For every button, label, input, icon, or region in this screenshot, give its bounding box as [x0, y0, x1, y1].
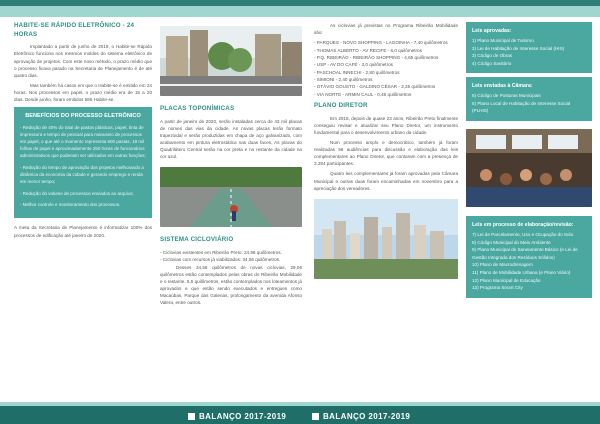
- benefit-item: - Melhor controle e monitoramento dos processos.: [20, 202, 121, 208]
- laws-elaboration-box: [466, 216, 592, 298]
- laws-approved-box: [466, 22, 592, 73]
- footer-label-left: [188, 412, 286, 421]
- paragraph: As ciclovias já previstas no Programa Ribeirão Mobilidade são:: [314, 23, 458, 36]
- list-item: 9) Plano Municipal de Saneamento Básico (e Lei de Gestão Integrada dos Resíduos Sólidos): [472, 247, 578, 260]
- laws-approved-list: [472, 37, 586, 67]
- list-item: - OTÁVIO GOUSTO - GALDINO CÉSAR - 2,35 quilômetros: [314, 84, 436, 90]
- list-item: 12) Plano Municipal de Educação: [472, 277, 541, 283]
- laws-sent-box: [466, 77, 592, 121]
- list-item: 6) Plano Local de Habitação de Interesse Social (PLHIS): [472, 100, 571, 114]
- list-item: - PASCHOAL INNECHI - 2,80 quilômetros: [314, 69, 400, 75]
- list-item: 8) Código Municipal do Meio Ambiente: [472, 239, 551, 245]
- footer-text: BALANÇO 2017-2019: [323, 412, 411, 421]
- footer-label-right: [312, 412, 410, 421]
- paragraph: Quatro leis complementares já foram aprovadas pela Câmara Municipal e outras duas foram encaminhadas em novembro para a apreciação dos vereadores.: [314, 171, 458, 191]
- section-title-cicloviario: SISTEMA CICLOVIÁRIO: [160, 236, 234, 244]
- photo-bike-path: [160, 167, 302, 227]
- column-leis: [466, 22, 592, 302]
- column-plano-diretor: [314, 22, 458, 288]
- footer-text: BALANÇO 2017-2019: [199, 412, 287, 421]
- list-item: - VIA NORTE - ARMIN CAUL - 0,46 quilômetros: [314, 91, 412, 97]
- list-item: - Ciclovias com recursos já viabilizados: 34,56 quilômetros.: [160, 257, 281, 263]
- photo-street-buildings: [160, 26, 302, 96]
- footer-band: [0, 406, 600, 424]
- list-item: 11) Plano de Mobilidade Urbana (e Plano Viário): [472, 269, 571, 275]
- paragraph: Desses 34,56 quilômetros de novas ciclovias, 29,06 quilômetros estão contemplados pelas obras do Ribeirão Mobilidade e o restante, 5,5 quilômetros, estão contemplados nos loteamentos já aprovados e que estão sendo executados e entregues como Macaúbas, Parque das Galerias, prolongamento da avenida Afonso Valera, entre outros.: [160, 264, 302, 306]
- list-item: 7) Lei de Parcelamento, Uso e Ocupação do Solo: [472, 232, 574, 238]
- bike-list: [160, 249, 302, 264]
- list-item: - PARQUES - NOVO SHOPPING - LAGOINHA - 7,40 quilômetros: [314, 40, 448, 46]
- list-item: - SIMIONI - 2,40 quilômetros: [314, 76, 373, 82]
- list-item: 4) Código Sanitário: [472, 60, 512, 66]
- list-item: - Ciclovias existentes em Ribeirão Preto: 24,98 quilômetros.: [160, 250, 282, 255]
- list-item: 1) Plano Municipal de Turismo: [472, 38, 534, 43]
- column-habite-se: [14, 22, 152, 242]
- photo-public-meeting: [466, 129, 592, 207]
- benefit-item: - Redução do tempo de aprovação dos projetos melhorando a dinâmica da economia da cidade e gerando emprego e renda em menor tempo;: [20, 164, 144, 184]
- square-icon: [312, 413, 319, 420]
- laws-sent-list: [472, 92, 586, 115]
- laws-elaboration-title: Leis em processo de elaboração/revisão:: [472, 222, 574, 229]
- list-item: 10) Plano de Macrodrenagem: [472, 262, 533, 268]
- laws-elaboration-list: [472, 231, 586, 292]
- list-item: 3) Código de Obras: [472, 53, 513, 59]
- list-item: 5) Código de Posturas Municipais: [472, 93, 541, 99]
- paragraph: Implantado a partir de junho de 2019, o Habite-se Rápido Eletrônico funciona nos mesmos moldes do sistema eletrônico de aprovação de projetos. Com este novo método, o prazo médio que o processo ficava parado na Secretaria de Planejamento é de até quatro dias.: [14, 44, 152, 78]
- benefit-item: - Redução do volume de processos enviados ao arquivo;: [20, 190, 134, 196]
- paragraph: Em 2018, depois de quase 23 anos, Ribeirão Preto finalmente conseguiu revisar e atualizar seu Plano Diretor, um instrumento fundamental para o desenvolvimento urbano da cidade.: [314, 115, 458, 135]
- laws-sent-title: Leis enviadas à Câmara:: [472, 83, 533, 90]
- list-item: - P.Q. RIBEIRÃO - RIBEIRÃO SHOPPING - 4,65 quilômetros: [314, 54, 439, 60]
- list-item: 2) Lei de Habitação de Interesse Social (HIS): [472, 45, 565, 51]
- list-item: - THOMAS ALBERTO - AV RECIFE - 6,0 quilômetros: [314, 47, 422, 53]
- list-item: 13) Programa Smart City: [472, 285, 523, 291]
- list-item: - USP - AV DO CAFÉ - 3,0 quilômetros: [314, 62, 393, 68]
- top-band-dark: [0, 0, 600, 6]
- section-title-habite-se: HABITE-SE RÁPIDO ELETRÔNICO - 24 HORAS: [14, 22, 135, 38]
- section-title-placas: PLACAS TOPONÍMICAS: [160, 105, 235, 112]
- benefit-item: - Redução de 40% do total de pastas plásticas, papel, tinta de impressora e tempo de pessoal para manuseio de processos em papel, o que até o momento representa 600 pastas, 18 mil folhas de papel e aproximadamente 250 horas de funcionários administrativos que poderiam ser utilizados em outras funções;: [20, 124, 146, 158]
- paragraph: A partir de janeiro de 2020, serão instaladas cerca de 43 mil placas de nomes das vias da cidade. As novas placas terão formato trapezoidal e serão produzidas em chapa de aço galvanizado, com acabamento em pintura eletrostática nas duas faces. As placas do Quadrilátero Central serão na cor preta e no restante da cidade na cor azul.: [160, 118, 302, 160]
- benefits-title: BENEFÍCIOS DO PROCESSO ELETRÔNICO: [25, 113, 141, 120]
- ciclovias-list: [314, 39, 458, 98]
- laws-approved-title: Leis aprovadas:: [472, 28, 512, 34]
- paragraph: A meta da Secretaria de Planejamento é informatizar 100% dos processos de edificação até janeiro de 2020.: [14, 225, 152, 238]
- column-placas: [160, 22, 302, 309]
- benefits-box: [14, 107, 152, 218]
- square-icon: [188, 413, 195, 420]
- paragraph: Mas também há casos em que o Habite-se é emitido em 24 horas. Nos processos em papel, o prazo médio era de 15 a 20 dias. Desde junho, foram emitidos 585 Habite-se.: [14, 82, 152, 103]
- photo-city-skyline: [314, 199, 458, 279]
- paragraph: Num processo amplo e democrático, também já foram realizadas 96 audiências para discussão e elaboração das leis complementares ao Plano Diretor, que contaram com a presença de 3.284 participantes.: [314, 139, 458, 167]
- section-title-plano-diretor: PLANO DIRETOR: [314, 101, 368, 109]
